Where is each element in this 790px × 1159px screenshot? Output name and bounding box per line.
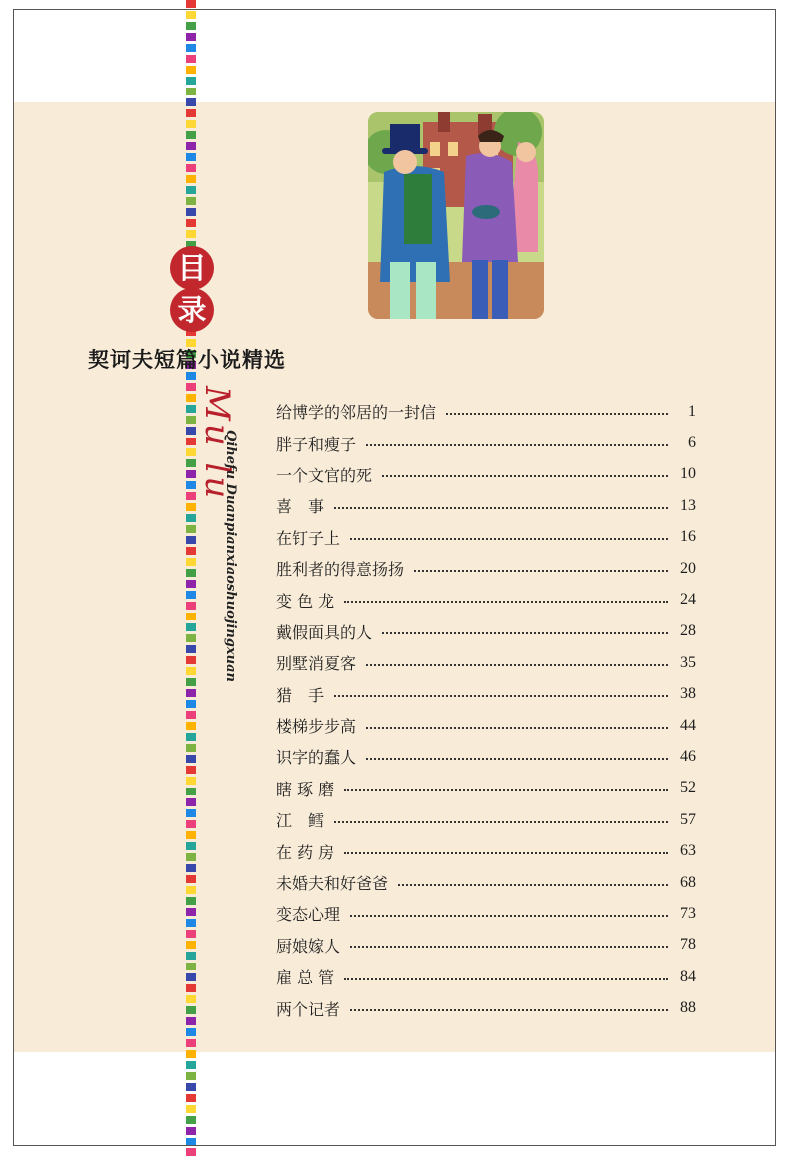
stripe-block (186, 438, 196, 446)
stripe-block (186, 77, 196, 85)
stripe-block (186, 0, 196, 8)
stripe-block (186, 1006, 196, 1014)
stripe-block (186, 492, 196, 500)
stripe-block (186, 667, 196, 675)
toc-entry-page: 73 (680, 904, 696, 922)
toc-entry-page: 44 (680, 716, 696, 734)
stripe-block (186, 602, 196, 610)
toc-entry-title: 江 鳕 (276, 811, 325, 831)
stripe-block (186, 142, 196, 150)
stripe-block (186, 55, 196, 63)
toc-leader-dots (414, 570, 668, 572)
stripe-block (186, 963, 196, 971)
toc-entry[interactable] (276, 961, 696, 992)
toc-leader-dots (350, 1009, 668, 1011)
stripe-block (186, 580, 196, 588)
stripe-block (186, 481, 196, 489)
stripe-block (186, 164, 196, 172)
toc-entry-page: 1 (688, 402, 696, 420)
stripe-block (186, 98, 196, 106)
toc-entry[interactable] (276, 490, 696, 521)
stripe-block (186, 44, 196, 52)
toc-leader-dots (366, 444, 668, 446)
stripe-block (186, 186, 196, 194)
two-gentlemen-illustration (368, 112, 544, 319)
toc-entry-title: 给博学的邻居的一封信 (276, 403, 437, 423)
stripe-block (186, 405, 196, 413)
toc-entry-page: 46 (680, 747, 696, 765)
toc-entry-page: 63 (680, 842, 696, 860)
stripe-block (186, 536, 196, 544)
stripe-block (186, 394, 196, 402)
stripe-block (186, 591, 196, 599)
stripe-block (186, 678, 196, 686)
toc-leader-dots (446, 413, 668, 415)
stripe-block (186, 558, 196, 566)
stripe-block (186, 930, 196, 938)
toc-entry-page: 38 (680, 685, 696, 703)
toc-entry-page: 57 (680, 810, 696, 828)
stripe-block (186, 1050, 196, 1058)
toc-entry-title: 一个文官的死 (276, 465, 373, 485)
toc-entry-title: 在钉子上 (276, 528, 341, 548)
stripe-block (186, 88, 196, 96)
toc-entry-page: 35 (680, 653, 696, 671)
stripe-block (186, 230, 196, 238)
stripe-block (186, 11, 196, 19)
stripe-block (186, 788, 196, 796)
toc-entry-page: 52 (680, 779, 696, 797)
toc-entry-page: 88 (680, 999, 696, 1017)
stripe-block (186, 1083, 196, 1091)
stripe-block (186, 1061, 196, 1069)
stripe-block (186, 1017, 196, 1025)
toc-entry[interactable] (276, 710, 696, 741)
stripe-block (186, 33, 196, 41)
stripe-block (186, 645, 196, 653)
stripe-block (186, 1028, 196, 1036)
toc-entry[interactable] (276, 584, 696, 615)
toc-leader-dots (366, 727, 668, 729)
toc-entry-title: 瞎 琢 磨 (276, 779, 335, 799)
toc-leader-dots (334, 507, 668, 509)
toc-entry[interactable] (276, 427, 696, 458)
stripe-block (186, 711, 196, 719)
toc-leader-dots (350, 915, 668, 917)
stripe-block (186, 1138, 196, 1146)
badge-char-lu: 录 (170, 288, 214, 332)
toc-entry-title: 喜 事 (276, 497, 325, 517)
stripe-block (186, 722, 196, 730)
contents-badge (170, 246, 214, 332)
stripe-block (186, 427, 196, 435)
toc-entry[interactable] (276, 930, 696, 961)
stripe-block (186, 831, 196, 839)
stripe-block (186, 1094, 196, 1102)
toc-entry-title: 厨娘嫁人 (276, 936, 341, 956)
toc-leader-dots (366, 758, 668, 760)
toc-entry[interactable] (276, 522, 696, 553)
toc-entry-title: 别墅消夏客 (276, 654, 357, 674)
toc-entry-title: 楼梯步步高 (276, 717, 357, 737)
stripe-block (186, 656, 196, 664)
cover-illustration (368, 112, 544, 319)
stripe-block (186, 689, 196, 697)
toc-entry-title: 胜利者的得意扬扬 (276, 560, 405, 580)
toc-entry[interactable] (276, 804, 696, 835)
stripe-block (186, 1039, 196, 1047)
stripe-block (186, 623, 196, 631)
stripe-block (186, 864, 196, 872)
toc-entry[interactable] (276, 396, 696, 427)
stripe-block (186, 897, 196, 905)
stripe-block (186, 1127, 196, 1135)
stripe-block (186, 470, 196, 478)
toc-entry-page: 6 (688, 434, 696, 452)
stripe-block (186, 1072, 196, 1080)
stripe-block (186, 66, 196, 74)
stripe-block (186, 547, 196, 555)
toc-entry[interactable] (276, 616, 696, 647)
toc-entry-title: 在 药 房 (276, 842, 335, 862)
stripe-block (186, 777, 196, 785)
toc-entry[interactable] (276, 867, 696, 898)
stripe-block (186, 613, 196, 621)
stripe-block (186, 908, 196, 916)
stripe-block (186, 809, 196, 817)
toc-leader-dots (334, 695, 668, 697)
toc-entry-page: 20 (680, 559, 696, 577)
stripe-block (186, 569, 196, 577)
stripe-block (186, 798, 196, 806)
stripe-block (186, 383, 196, 391)
pinyin-subtitle: Qihefu Duanpianxiaoshuojingxuan (223, 430, 238, 682)
toc-leader-dots (334, 821, 668, 823)
toc-leader-dots (398, 884, 668, 886)
toc-entry[interactable] (276, 647, 696, 678)
toc-leader-dots (350, 946, 668, 948)
stripe-block (186, 22, 196, 30)
stripe-block (186, 1148, 196, 1156)
toc-entry-title: 胖子和瘦子 (276, 434, 357, 454)
toc-entry-title: 猎 手 (276, 685, 325, 705)
stripe-block (186, 153, 196, 161)
toc-leader-dots (350, 538, 668, 540)
stripe-block (186, 973, 196, 981)
stripe-block (186, 984, 196, 992)
toc-entry-page: 28 (680, 622, 696, 640)
stripe-block (186, 416, 196, 424)
toc-entry-title: 变态心理 (276, 905, 341, 925)
toc-entry-page: 24 (680, 591, 696, 609)
toc-leader-dots (344, 601, 668, 603)
toc-leader-dots (382, 632, 668, 634)
stripe-block (186, 842, 196, 850)
stripe-block (186, 744, 196, 752)
stripe-block (186, 755, 196, 763)
stripe-block (186, 109, 196, 117)
toc-entry-page: 13 (680, 496, 696, 514)
table-of-contents (276, 396, 696, 1024)
toc-leader-dots (344, 978, 668, 980)
stripe-block (186, 219, 196, 227)
stripe-block (186, 875, 196, 883)
toc-entry-title: 戴假面具的人 (276, 622, 373, 642)
stripe-block (186, 525, 196, 533)
book-title: 契诃夫短篇小说精选 (88, 347, 286, 372)
toc-entry-page: 68 (680, 873, 696, 891)
toc-entry[interactable] (276, 679, 696, 710)
toc-entry[interactable] (276, 773, 696, 804)
toc-leader-dots (382, 475, 668, 477)
color-stripe (186, 0, 196, 1159)
toc-entry-title: 两个记者 (276, 999, 341, 1019)
toc-entry-title: 未婚夫和好爸爸 (276, 874, 389, 894)
stripe-block (186, 131, 196, 139)
stripe-block (186, 886, 196, 894)
stripe-block (186, 766, 196, 774)
stripe-block (186, 459, 196, 467)
stripe-block (186, 1105, 196, 1113)
toc-entry-title: 雇 总 管 (276, 968, 335, 988)
stripe-block (186, 995, 196, 1003)
stripe-block (186, 175, 196, 183)
toc-entry[interactable] (276, 992, 696, 1023)
stripe-block (186, 634, 196, 642)
vertical-heading (197, 386, 240, 686)
stripe-block (186, 952, 196, 960)
stripe-block (186, 514, 196, 522)
stripe-block (186, 503, 196, 511)
toc-entry-title: 识字的蠢人 (276, 748, 357, 768)
toc-entry-page: 84 (680, 967, 696, 985)
toc-entry-page: 10 (680, 465, 696, 483)
stripe-block (186, 120, 196, 128)
toc-entry[interactable] (276, 741, 696, 772)
toc-entry-page: 16 (680, 528, 696, 546)
stripe-block (186, 733, 196, 741)
badge-char-mu: 目 (170, 246, 214, 290)
toc-entry-title: 变 色 龙 (276, 591, 335, 611)
stripe-block (186, 448, 196, 456)
stripe-block (186, 820, 196, 828)
stripe-block (186, 853, 196, 861)
mulu-label: Mu lu (197, 386, 237, 502)
stripe-block (186, 208, 196, 216)
stripe-block (186, 941, 196, 949)
toc-entry[interactable] (276, 553, 696, 584)
toc-leader-dots (366, 664, 668, 666)
toc-leader-dots (344, 789, 668, 791)
stripe-block (186, 1116, 196, 1124)
toc-leader-dots (344, 852, 668, 854)
toc-entry[interactable] (276, 835, 696, 866)
stripe-block (186, 197, 196, 205)
stripe-block (186, 700, 196, 708)
stripe-block (186, 919, 196, 927)
toc-entry[interactable] (276, 459, 696, 490)
toc-entry[interactable] (276, 898, 696, 929)
toc-entry-page: 78 (680, 936, 696, 954)
